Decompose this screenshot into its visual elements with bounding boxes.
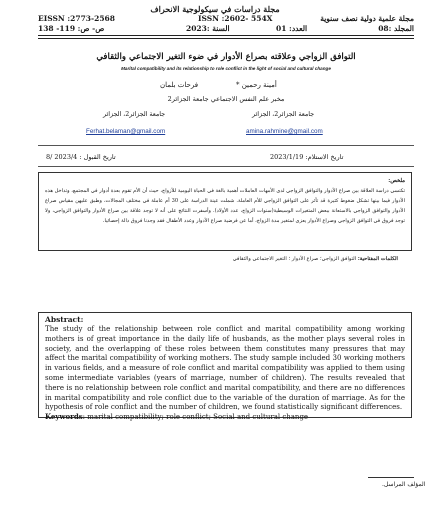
corresponding-author-note: المؤلف المراسل. [382, 481, 426, 488]
author-2: فرحات بلمان [160, 81, 199, 89]
arabic-abstract-box [38, 172, 412, 251]
header-rule [38, 35, 414, 36]
volume: المجلد :08 [378, 24, 414, 33]
english-keywords-label: Keywords [45, 412, 83, 422]
arabic-keywords-text: التوافق الزواجي؛ صراع الأدوار ؛ التغير الاجتماعي والثقافي [232, 256, 357, 262]
author-1: أمينة رحمين * [236, 81, 277, 89]
accepted-date: تاريخ القبول : 2023/4 /8 [46, 153, 116, 161]
university-2: جامعة الجزائر2، الجزائر [103, 111, 166, 118]
arabic-keywords-label: الكلمات المفتاحية: [357, 256, 398, 262]
english-keywords [45, 412, 405, 421]
university-1: جامعة الجزائر2، الجزائر [252, 111, 315, 118]
header-rule-2 [38, 38, 414, 39]
year: السنة :2023 [186, 24, 230, 33]
rule-below-dates [38, 166, 414, 167]
issue: العدد: 01 [276, 24, 308, 33]
email-1[interactable]: amina.rahmine@gmail.com [246, 128, 323, 135]
arabic-abstract-heading: ملخص: [388, 178, 405, 184]
arabic-abstract-text: تكتسي دراسة العلاقة بين صراع الأدوار والتوافق الزواجي لدى الأمهات العاملات أهمية بالغة في الحياة اليومية للأزواج، حيث أن الأم تقوم بعدة أدوار في المجتمع، وتداخل هذه الأدوار فيما بينها تشكل ضغوط كثيرة قد تأثر على التوافق الزواجي للأم العاملة. شملت عينة الدراسة على 30 أم عاملة في مختلف المجالات، وطبق عليهن مقياس صراع الأدوار والتوافق الزواجي بالاستعانة ببعض المتغيرات الوسيطية(سنوات الزواج، عدد الأولاد). وأسفرت النتائج على أنه لا توجد علاقة بين صراع الأدوار والتوافق الزواجي، ولا توجد فروق في التوافق الزواجي وصراع الأدوار يعزى لمتغير مدة الزواج، أما عن فرضية صراع الأدوار وعدد الأطفال فقد وجدنا فروق دالة إحصائيا. [45, 188, 405, 224]
english-abstract-heading: Abstract: [45, 315, 84, 324]
footnote-rule [368, 477, 414, 478]
lab-affiliation: مخبر علم النفس الاجتماعي جامعة الجزائر2 [167, 95, 285, 103]
email-2[interactable]: Ferhat.belaman@gmail.com [86, 128, 166, 135]
arabic-keywords [38, 256, 398, 262]
eissn: EISSN :2773-2568 [38, 14, 115, 23]
rule-above-dates [38, 145, 414, 146]
english-abstract-box [38, 312, 412, 422]
issn: ISSN :2602- 554X [198, 14, 273, 23]
english-keywords-text: : marital compatibility; role conflict; Social and cultural change [82, 413, 309, 422]
received-date: تاريخ الاستلام: 2023/1/19 [270, 153, 344, 161]
pages: ص- ص: 119- 138 [38, 24, 105, 33]
title-english: Marital compatibility and its relationship to role conflict in the light of social and cultural change [121, 66, 331, 71]
journal-type: مجلة علمية دولية نصف سنوية [320, 14, 414, 23]
title-arabic: التوافق الزواجي وعلاقته بصراع الأدوار في ضوء التغير الاجتماعي والثقافي [96, 52, 356, 62]
english-abstract-text: The study of the relationship between role conflict and marital compatibility among working mothers is of great importance in the daily life of husbands, as the mother plays several roles in society, and the overlapping of these roles between them constitutes many pressures that may affect the marital compatibility of working mothers. The study sample included 30 working mothers in various fields, and a measure of role conflict and marital compatibility was applied to them using some intermediate variables (years of marriage, number of children). The results revealed that there is no relationship between role conflict and marital compatibility, and there are no differences in marital compatibility and role conflict due to the variable of the duration of marriage. As for the hypothesis of role conflict and the number of children, we found statistically significant differences. [45, 324, 405, 412]
journal-title: مجلة دراسات في سيكولوجية الانحراف [150, 4, 280, 14]
